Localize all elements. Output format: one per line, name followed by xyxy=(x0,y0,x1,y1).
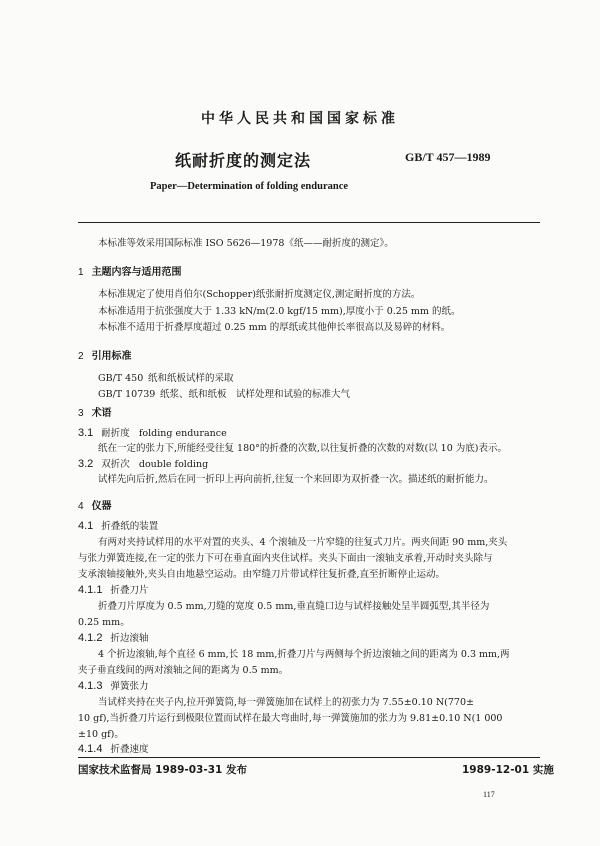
section-1-paragraph-3: 本标准不适用于折叠厚度超过 0.25 mm 的厚纸或其他伸长率很高以及易碎的材料。 xyxy=(98,322,451,333)
paragraph-line: 与张力弹簧连接,在一定的张力下可在垂直面内夹住试样。夹头下面由一滚轴支承着,开动时夹头除与 xyxy=(78,553,493,564)
paragraph-line: 4 个折边滚轴,每个直径 6 mm,长 18 mm,折叠刀片与两侧每个折边滚轴之间的距离为 0.3 mm,两 xyxy=(98,649,510,660)
issue-date: 国家技术监督局 1989-03-31 发布 xyxy=(78,764,247,776)
paragraph-line: 10 gf),当折叠刀片运行到极限位置而试样在最大弯曲时,每一弹簧施加的张力为 9.81±0.10 N(1 000 xyxy=(78,713,503,724)
section-3-heading: 3 术语 xyxy=(78,408,112,419)
paragraph-line: 当试样夹持在夹子内,拉开弹簧筒,每一弹簧施加在试样上的初张力为 7.55±0.10 N(770± xyxy=(98,697,474,708)
reference-item: GB/T 10739 纸浆、纸和纸板 试样处理和试验的标准大气 xyxy=(98,389,351,400)
paragraph-line: 有两对夹持试样用的水平对置的夹头、4 个滚轴及一片窄缝的往复式刀片。两夹间距 90 mm,夹头 xyxy=(98,537,508,548)
effective-date: 1989-12-01 实施 xyxy=(462,764,554,776)
term-3-2-heading: 3.2 双折次 double folding xyxy=(78,458,209,470)
paragraph-line: 夹子垂直线间的两对滚轴之间的距离为 0.5 mm。 xyxy=(78,665,289,676)
national-standard-heading: 中华人民共和国国家标准 xyxy=(201,111,399,127)
term-3-2-definition: 试样先向后折,然后在同一折印上再向前折,往复一个来回即为双折叠一次。描述纸的耐折能力。 xyxy=(98,474,494,485)
reference-item: GB/T 450 纸和纸板试样的采取 xyxy=(98,373,234,384)
subsection-4-1-1-heading: 4.1.1 折叠刀片 xyxy=(78,584,149,596)
subsection-4-1-3-heading: 4.1.3 弹簧张力 xyxy=(78,680,149,692)
page-number: 117 xyxy=(483,790,495,799)
paragraph-line: 折叠刀片厚度为 0.5 mm,刀缝的宽度 0.5 mm,垂直缝口边与试样接触处呈半圆弧型,其半径为 xyxy=(98,601,490,612)
paragraph-line: ±10 gf)。 xyxy=(78,729,124,740)
term-3-1-heading: 3.1 耐折度 folding endurance xyxy=(78,427,227,439)
section-1-paragraph-2: 本标准适用于抗张强度大于 1.33 kN/m(2.0 kgf/15 mm),厚度小于 0.25 mm 的纸。 xyxy=(98,306,461,317)
section-2-heading: 2 引用标准 xyxy=(78,351,132,362)
footer-divider xyxy=(78,757,540,758)
subsection-4-1-2-heading: 4.1.2 折边滚轴 xyxy=(78,632,149,644)
header-divider xyxy=(78,222,540,223)
standard-code: GB/T 457—1989 xyxy=(405,150,491,164)
english-title: Paper—Determination of folding endurance xyxy=(150,181,349,192)
section-1-heading: 1 主题内容与适用范围 xyxy=(78,267,182,278)
section-4-heading: 4 仪器 xyxy=(78,501,112,512)
subsection-4-1-heading: 4.1 折叠纸的装置 xyxy=(78,520,159,532)
paragraph-line: 支承滚轴接触外,夹头自由地悬空运动。由窄缝刀片带试样往复折叠,直至折断停止运动。 xyxy=(78,569,446,580)
section-1-paragraph-1: 本标准规定了使用肖伯尔(Schopper)纸张耐折度测定仪,测定耐折度的方法。 xyxy=(98,289,421,300)
document-title: 纸耐折度的测定法 xyxy=(175,151,312,170)
term-3-1-definition: 纸在一定的张力下,所能经受往复 180°的折叠的次数,以往复折叠的次数的对数(以 10 为底)表示。 xyxy=(98,443,507,454)
paragraph-line: 0.25 mm。 xyxy=(78,617,130,628)
intro-paragraph: 本标准等效采用国际标准 ISO 5626—1978《纸——耐折度的测定》。 xyxy=(98,238,394,249)
subsection-4-1-4-heading: 4.1.4 折叠速度 xyxy=(78,743,149,755)
